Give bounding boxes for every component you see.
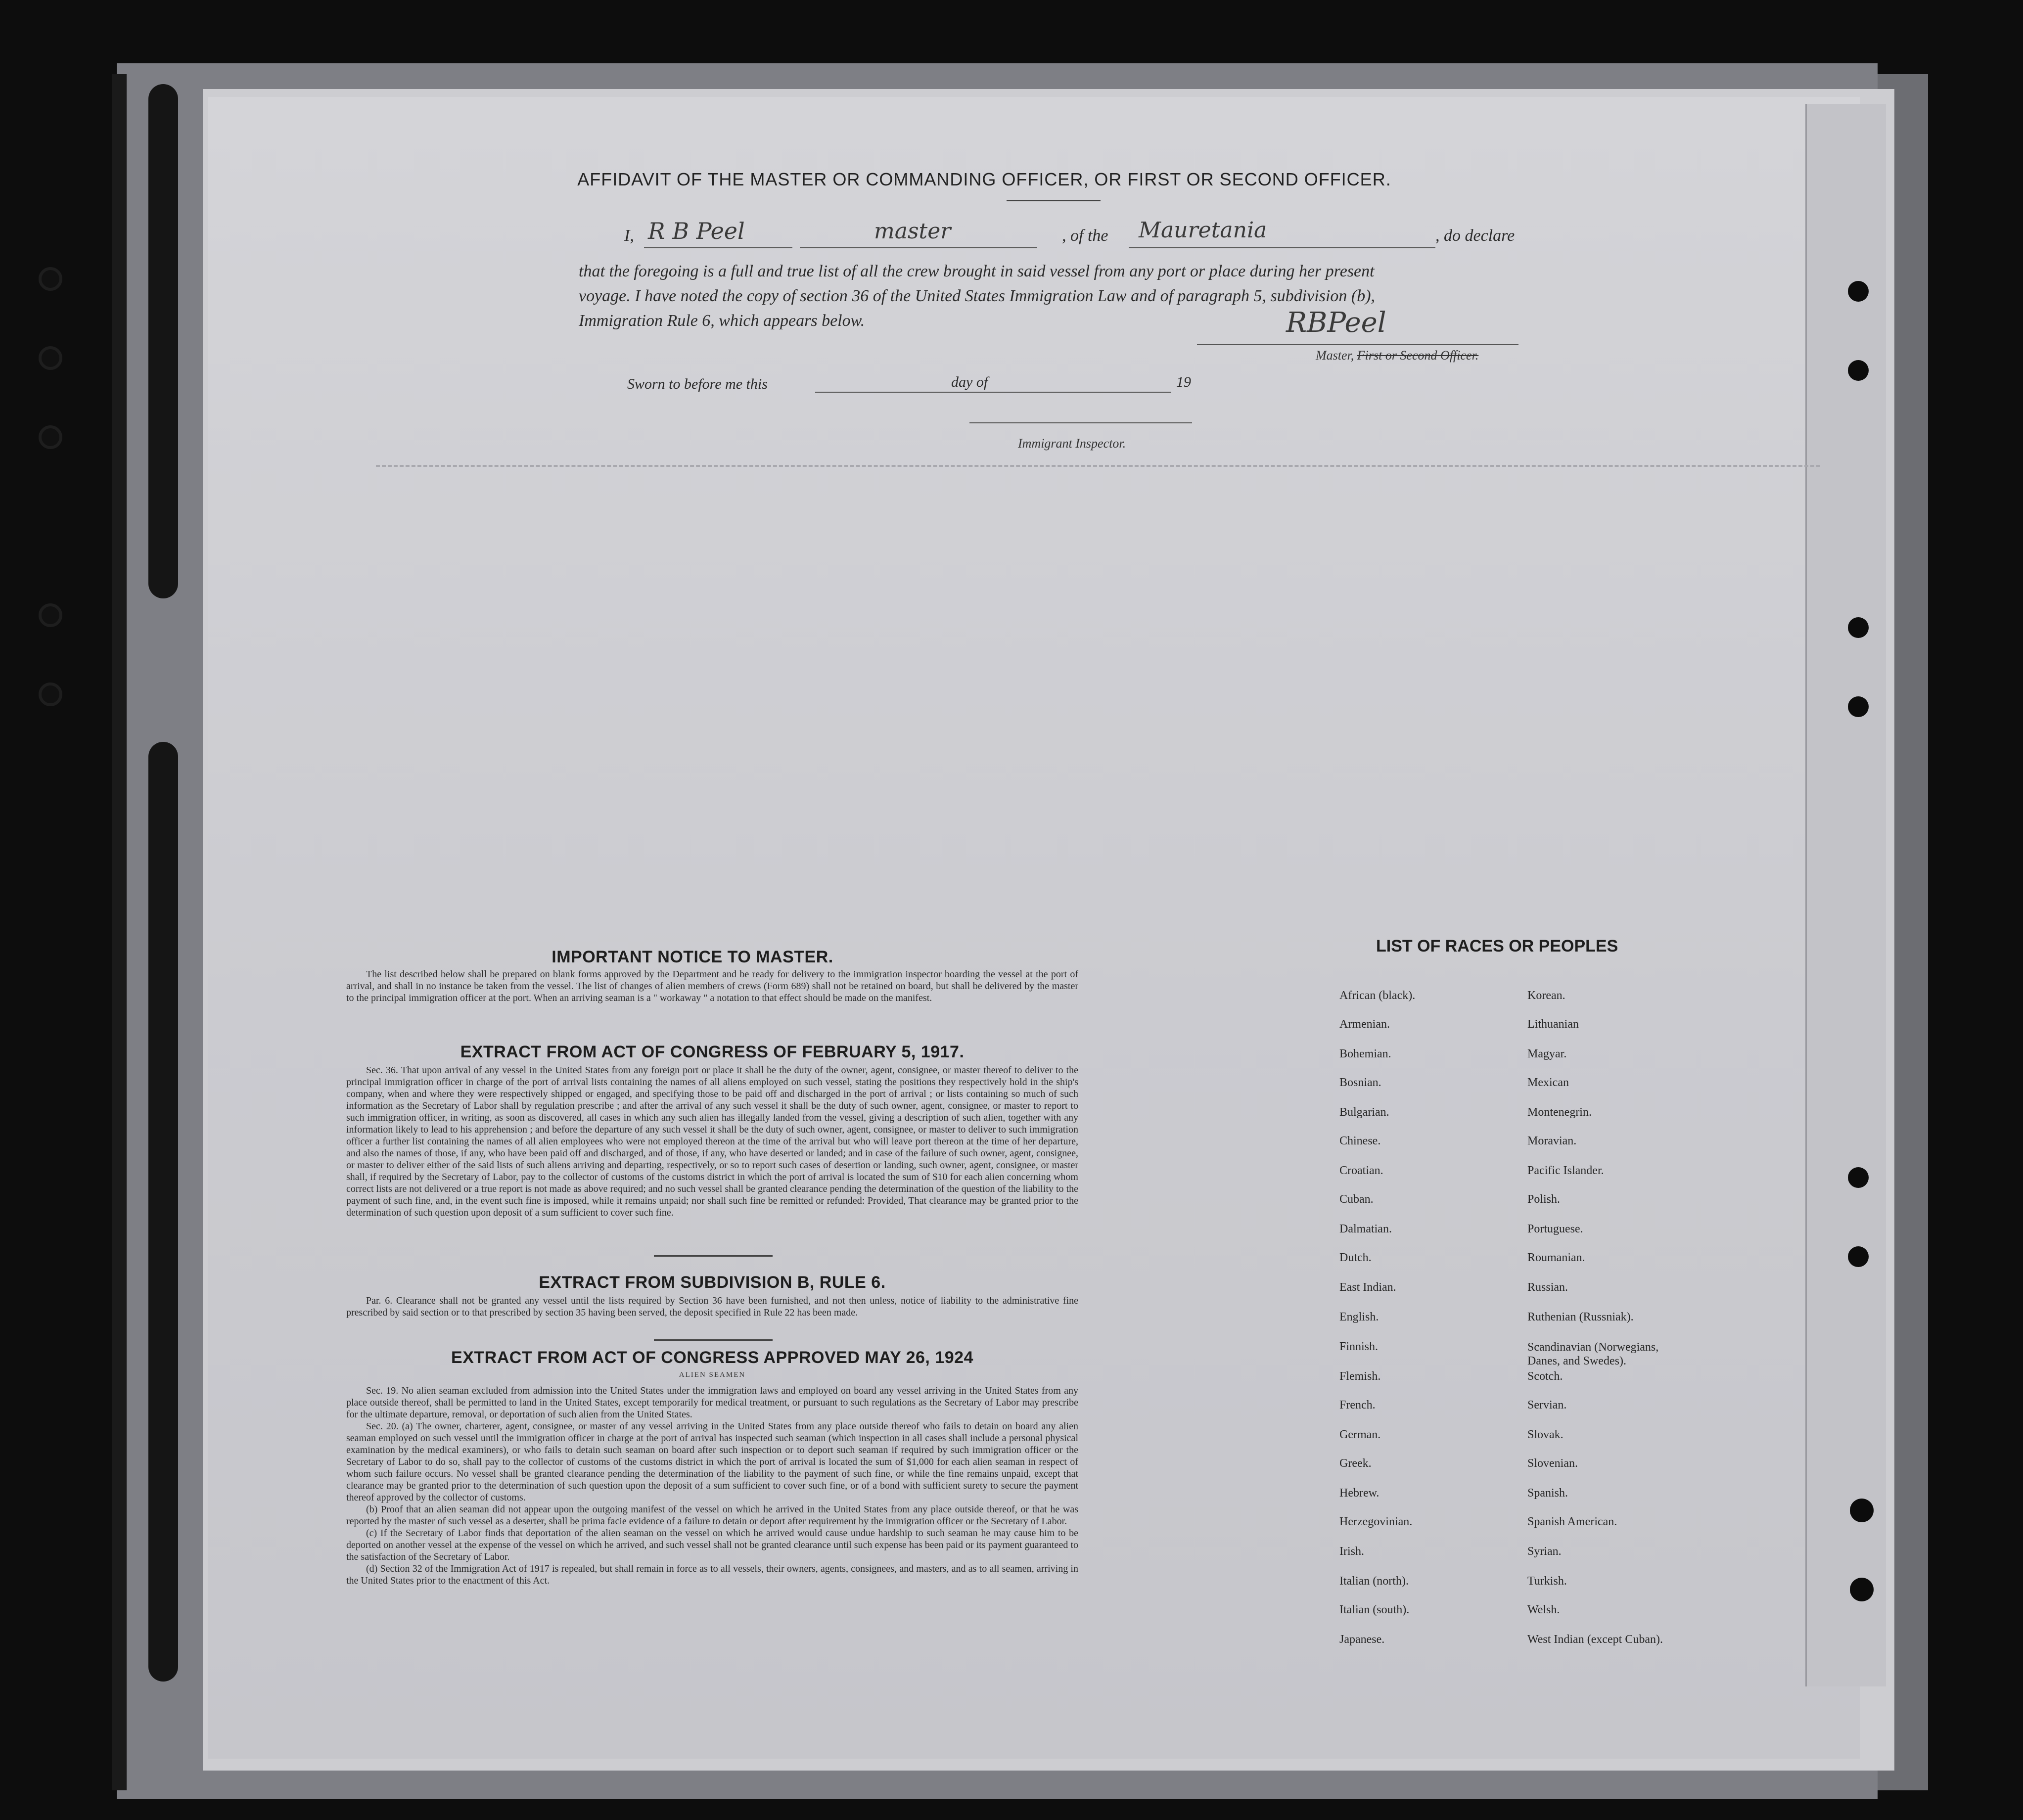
binder-clip-bottom (148, 742, 178, 1682)
race-item: Roumanian. (1527, 1251, 1585, 1264)
race-item: Bosnian. (1339, 1076, 1381, 1089)
of-the-label: , of the (1062, 227, 1108, 245)
extract-1917-text: Sec. 36. That upon arrival of any vessel in the United States from any foreign port or place it shall be the duty of the owner, agent, consignee, or master thereof to deliver to the principal immigration officer in charge of the port of arrival lists containing the names of all aliens employed on such vessel, stating the positions they respectively hold in the ship's company, when and where they were respectively shipped or engaged, and specifying those to be paid off and discharged in the port of arrival ; or lists containing so much of such information as the Secretary of Labor shall by regulation prescribe ; and after the arrival of any such vessel it shall be the duty of such owner, agent, consignee, or master to report to such immigration officer, in writing, as soon as discovered, all cases in which any such alien has illegally landed from the vessel, giving a description of such alien, together with any information likely to lead to his apprehension ; and before the departure of any such vessel it shall be the duty of such owner, agent, consignee, or master to deliver to such immigration officer a further list containing the names of all alien employees who were not employed thereon at the time of the arrival but who will leave port thereon at the time of her departure, and also the names of those, if any, who have been paid off and discharged, and of those, if any, who have deserted or landed; and in case of the failure of such owner, agent, consignee, or master to deliver either of the said lists of such aliens arriving and departing, respectively, or so to report such cases of desertion or landing, such owner, agent, consignee, or master shall, if required by the Secretary of Labor, pay to the collector of customs of the customs district in which the port of arrival is located the sum of $10 for each alien concerning whom correct lists are not delivered or a true report is not made as above required; and no such vessel shall be granted clearance pending the determination of the question of the liability to the payment of such fine, and, in the event such fine is imposed, while it remains unpaid; nor shall such fine be remitted or refunded: Provided, That clearance may be granted prior to the determination of such question upon deposit of a sum sufficient to cover such fine. (346, 1065, 1078, 1218)
race-item: Polish. (1527, 1193, 1561, 1206)
binder-rail (112, 74, 127, 1790)
binder-clip-top (148, 84, 178, 598)
races-right-column (1527, 989, 1735, 1662)
affidavit-line-1 (624, 218, 1534, 251)
name-field[interactable] (644, 218, 792, 248)
races-title: LIST OF RACES OR PEOPLES (1376, 937, 1618, 956)
race-item: Bohemian. (1339, 1047, 1391, 1060)
race-item: Italian (south). (1339, 1603, 1410, 1616)
race-item: Cuban. (1339, 1193, 1374, 1206)
race-item: Dalmatian. (1339, 1223, 1392, 1235)
vessel-handwritten: Mauretania (1139, 218, 1267, 243)
punch-hole (39, 267, 62, 291)
race-item: Mexican (1527, 1076, 1569, 1089)
race-item: Ruthenian (Russniak). (1527, 1311, 1634, 1323)
race-item: Magyar. (1527, 1047, 1567, 1060)
rank-field[interactable] (800, 219, 1037, 248)
affidavit-title: AFFIDAVIT OF THE MASTER OR COMMANDING OFFICER, OR FIRST OR SECOND OFFICER. (577, 169, 1391, 189)
year-prefix: 19 (1176, 374, 1191, 390)
race-item: Armenian. (1339, 1018, 1390, 1031)
sworn-line (627, 374, 1211, 399)
race-item: African (black). (1339, 989, 1416, 1002)
punch-hole (1848, 360, 1869, 381)
race-item: Scotch. (1527, 1370, 1563, 1383)
rule6-title: EXTRACT FROM SUBDIVISION B, RULE 6. (539, 1273, 886, 1292)
race-item: Spanish American. (1527, 1515, 1617, 1528)
name-handwritten: R B Peel (648, 218, 745, 244)
affidavit-line-2: that the foregoing is a full and true list of all the crew brought in said vessel from any port or place during her present (579, 262, 1375, 280)
signature-line (1197, 344, 1518, 345)
vessel-field[interactable] (1129, 218, 1435, 248)
race-item: Japanese. (1339, 1633, 1385, 1646)
race-item: Herzegovinian. (1339, 1515, 1413, 1528)
affidavit-line-3: voyage. I have noted the copy of section 36 of the United States Immigration Law and of paragraph 5, subdivision (b), (579, 287, 1376, 305)
race-item: Hebrew. (1339, 1487, 1379, 1500)
race-item: Croatian. (1339, 1164, 1383, 1177)
race-item: French. (1339, 1399, 1376, 1411)
punch-hole (1848, 1167, 1869, 1188)
race-item: Moravian. (1527, 1135, 1577, 1147)
inspector-signature-line[interactable] (969, 422, 1192, 423)
race-item: Italian (north). (1339, 1575, 1409, 1588)
race-item: Finnish. (1339, 1340, 1379, 1353)
races-left-column (1339, 989, 1537, 1662)
race-item: Korean. (1527, 989, 1565, 1002)
race-item: Portuguese. (1527, 1223, 1583, 1235)
caption-struck-officer: First or Second Officer. (1357, 348, 1479, 363)
sworn-label: Sworn to before me this (627, 376, 768, 392)
bleed-through-line (376, 465, 1820, 467)
race-item: Lithuanian (1527, 1018, 1579, 1031)
title-divider (1007, 200, 1101, 201)
race-item: Welsh. (1527, 1603, 1560, 1616)
race-item: Irish. (1339, 1545, 1364, 1558)
extract-1924-subtitle: ALIEN SEAMEN (679, 1371, 746, 1379)
race-item: English. (1339, 1311, 1379, 1323)
race-item: Spanish. (1527, 1487, 1568, 1500)
race-item: Turkish. (1527, 1575, 1567, 1588)
race-item: German. (1339, 1428, 1381, 1441)
signature-handwritten: RBPeel (1286, 307, 1386, 339)
punch-hole (39, 425, 62, 449)
section-divider (654, 1255, 773, 1257)
inspector-caption: Immigrant Inspector. (1018, 436, 1126, 451)
paragraph: Sec. 19. No alien seaman excluded from admission into the United States under the immigration laws and employed on board any vessel arriving in the United States from any place outside thereof, shall be permitted to land in the United States, except temporarily for medical treatment, or pursuant to such regulations as the Secretary of Labor may prescribe for the ultimate departure, removal, or deportation of such alien from the United States. (346, 1385, 1078, 1420)
race-item: Scandinavian (Norwegians, Danes, and Swedes). (1527, 1341, 1659, 1367)
race-item: Syrian. (1527, 1545, 1562, 1558)
race-item: Pacific Islander. (1527, 1164, 1604, 1177)
affidavit-line-4: Immigration Rule 6, which appears below. (579, 312, 865, 330)
section-divider (654, 1339, 773, 1341)
race-item: Greek. (1339, 1457, 1372, 1470)
punch-hole (1850, 1499, 1874, 1522)
extract-1924-title: EXTRACT FROM ACT OF CONGRESS APPROVED MAY 26, 1924 (451, 1348, 973, 1367)
rule6-text: Par. 6. Clearance shall not be granted any vessel until the lists required by Section 36 have been furnished, and not then unless, notice of liability to the administrative fine prescribed by said section or to that prescribed by section 35 having been served, the deposit specified in Rule 22 has been made. (346, 1295, 1078, 1318)
punch-hole (1848, 617, 1869, 638)
folded-page-edge (1805, 104, 1886, 1686)
paragraph: Sec. 20. (a) The owner, charterer, agent, consignee, or master of any vessel arriving in the United States from any place outside thereof who fails to detain on board any alien seaman employed on such vessel until the immigration officer in charge at the port of arrival has inspected such seaman (which inspection in all cases shall include a personal physical examination by the medical examiners), or who fails to detain such seaman on board after such inspection or to deport such seaman if required by such immigration officer or the Secretary of Labor to do so, shall pay to the collector of customs of the customs district in which the port of arrival is located the sum of $1,000 for each alien seaman in respect of whom such failure occurs. No vessel shall be granted clearance pending the determination of the liability to the payment of such fine, or while the fine remains unpaid, except that clearance may be granted prior to the determination of such question upon the deposit of a sum sufficient to cover such fine, or of a bond with sufficient surety to secure the payment thereof approved by the collector of customs. (346, 1421, 1078, 1503)
punch-hole (39, 346, 62, 370)
race-item: Chinese. (1339, 1135, 1381, 1147)
race-item: West Indian (except Cuban). (1527, 1633, 1663, 1646)
signature-block (1197, 307, 1518, 366)
punch-hole (39, 682, 62, 706)
sworn-month-field[interactable] (1003, 374, 1171, 393)
extract-1924-text (346, 1385, 1078, 1587)
race-item: Slovenian. (1527, 1457, 1578, 1470)
race-item: Bulgarian. (1339, 1106, 1389, 1119)
caption-master: Master, (1316, 348, 1354, 363)
day-of-label: day of (951, 374, 988, 390)
race-item: Slovak. (1527, 1428, 1563, 1441)
paragraph: (b) Proof that an alien seaman did not appear upon the outgoing manifest of the vessel on which he arrived in the United States from any place outside thereof, or that he was reported by the master of such vessel as a deserter, shall be prima facie evidence of a failure to detain or deport after requirement by the immigration officer or the Secretary of Labor. (346, 1504, 1078, 1527)
extract-1917-title: EXTRACT FROM ACT OF CONGRESS OF FEBRUARY 5, 1917. (460, 1043, 965, 1061)
rank-handwritten: master (874, 219, 951, 244)
race-item: Flemish. (1339, 1370, 1381, 1383)
race-item: Russian. (1527, 1281, 1568, 1294)
race-item: Montenegrin. (1527, 1106, 1592, 1119)
declare-label: , do declare (1435, 227, 1515, 245)
paragraph: (c) If the Secretary of Labor finds that deportation of the alien seaman on the vessel on which he arrived would cause undue hardship to such seaman he may cause him to be deported on another vessel at the expense of the vessel on which he arrived, and such vessel shall not be granted clearance until such expense has been paid or its payment guaranteed to the satisfaction of the Secretary of Labor. (346, 1528, 1078, 1562)
notice-text: The list described below shall be prepared on blank forms approved by the Department and be ready for delivery to the immigration inspector boarding the vessel at the port of arrival, and shall in no instance be taken from the vessel. The list of changes of alien members of crews (Form 689) shall not be retained on board, but shall be delivered by the master to the principal immigration officer at the port. When an arriving seaman is a " workaway " a notation to that effect should be made on the manifest. (346, 969, 1078, 1003)
signature-caption (1316, 348, 1478, 363)
punch-hole (1848, 696, 1869, 717)
punch-hole (39, 603, 62, 627)
punch-hole (1850, 1578, 1874, 1601)
punch-hole (1848, 281, 1869, 302)
notice-title: IMPORTANT NOTICE TO MASTER. (552, 948, 833, 966)
paragraph: (d) Section 32 of the Immigration Act of 1917 is repealed, but shall remain in force as to all vessels, their owners, agents, consignees, and masters, and as to all seamen, arriving in the United States prior to the enactment of this Act. (346, 1563, 1078, 1586)
race-item: East Indian. (1339, 1281, 1396, 1294)
i-label: I, (624, 227, 634, 245)
race-item: Servian. (1527, 1399, 1567, 1411)
punch-hole (1848, 1246, 1869, 1267)
race-item: Dutch. (1339, 1251, 1372, 1264)
